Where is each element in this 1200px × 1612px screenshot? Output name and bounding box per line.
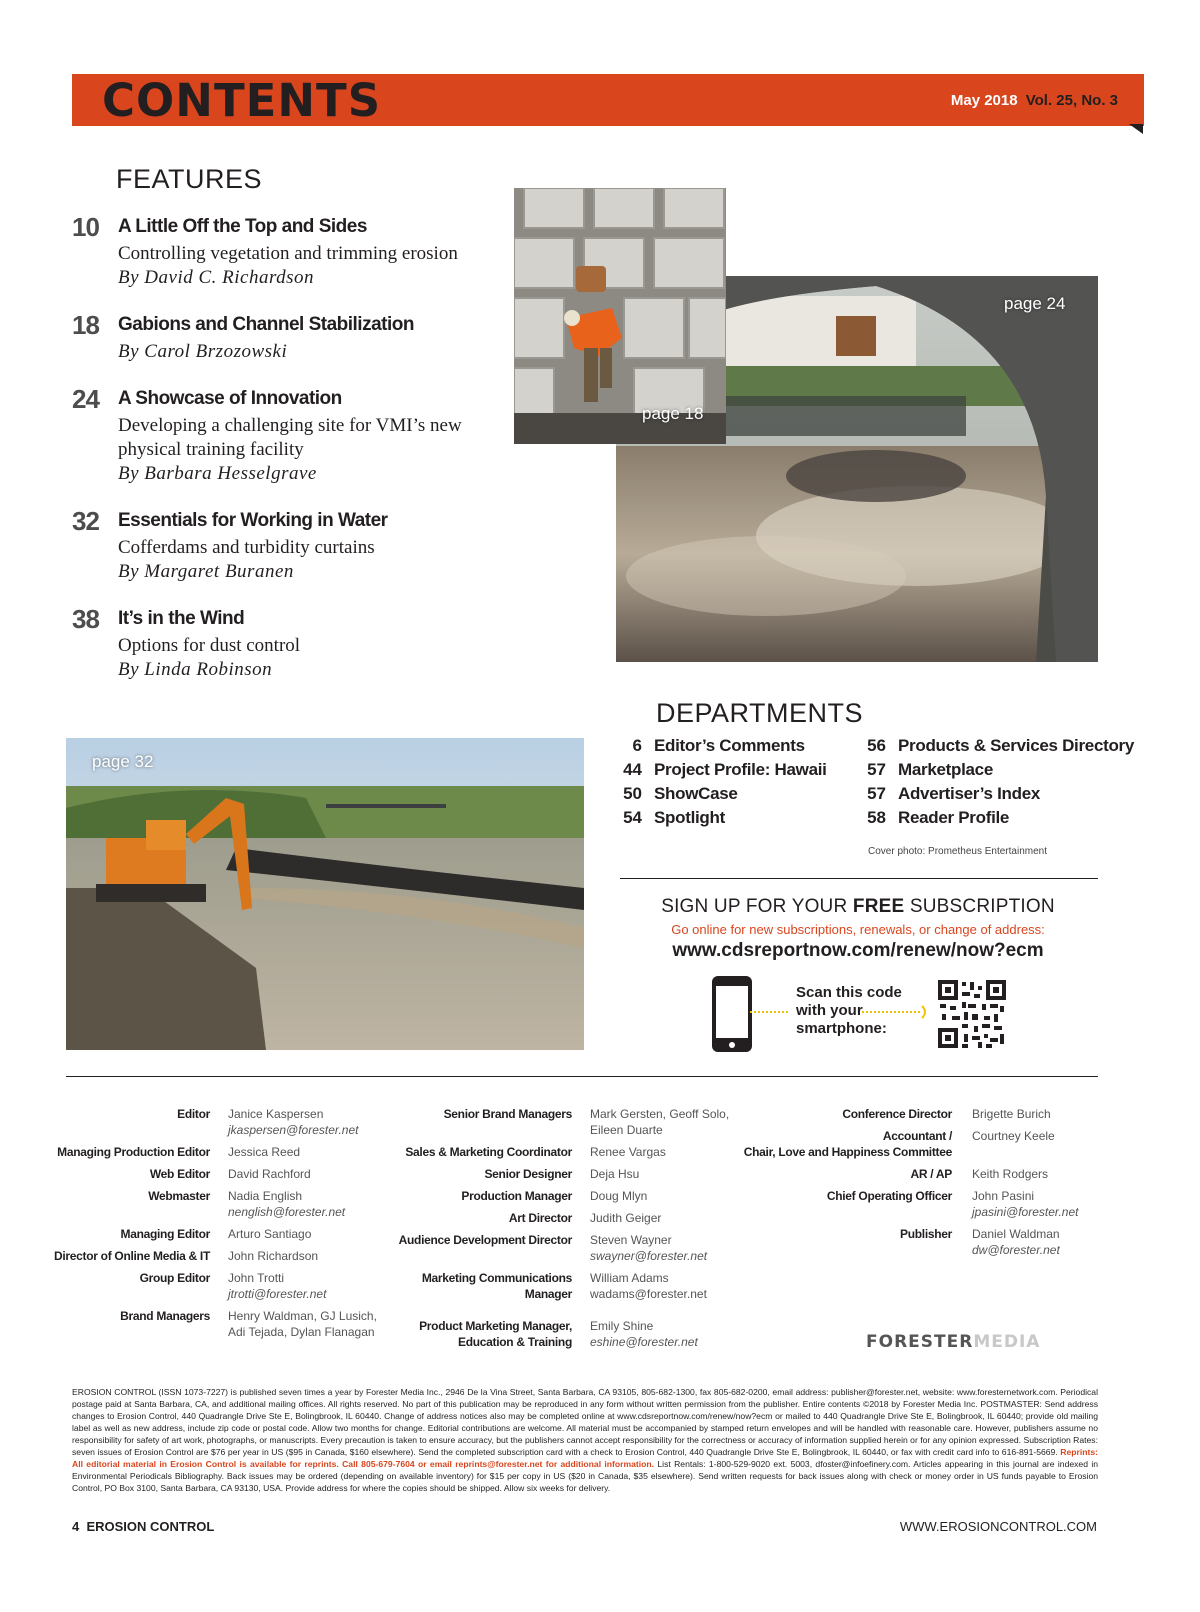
masthead-name-line: John Pasini bbox=[972, 1189, 1035, 1203]
masthead-role-line: Manager bbox=[524, 1287, 572, 1301]
photo-page-18[interactable] bbox=[514, 188, 726, 444]
feature-page-number: 24 bbox=[72, 384, 99, 414]
masthead-role-line: Accountant / bbox=[882, 1129, 952, 1143]
masthead-email[interactable]: nenglish@forester.net bbox=[228, 1205, 346, 1219]
publication-legal-notice bbox=[72, 1386, 1098, 1494]
feature-author: By Linda Robinson bbox=[118, 659, 273, 680]
masthead-name: Arturo Santiago bbox=[228, 1227, 312, 1241]
masthead-name bbox=[228, 1270, 326, 1302]
department-page-number: 57 bbox=[867, 760, 886, 779]
subscription-instructions: Go online for new subscriptions, renewals, or change of address: bbox=[671, 922, 1045, 937]
masthead-name: Deja Hsu bbox=[590, 1167, 640, 1181]
masthead-role: AR / AP bbox=[910, 1167, 952, 1181]
divider bbox=[620, 878, 1098, 879]
feature-description-line: Developing a challenging site for VMI’s new bbox=[118, 415, 462, 436]
department-page-number: 54 bbox=[623, 808, 642, 827]
department-page-number: 50 bbox=[623, 784, 642, 803]
subscription-title bbox=[620, 896, 1096, 918]
masthead-name-line: Nadia English bbox=[228, 1189, 303, 1203]
masthead-role bbox=[380, 1318, 572, 1350]
issue-volume: Vol. 25, No. 3 bbox=[1025, 92, 1118, 109]
department-label[interactable]: Editor’s Comments bbox=[654, 736, 805, 755]
feature-title[interactable]: A Little Off the Top and Sides bbox=[118, 216, 367, 237]
masthead-name-line: Emily Shine bbox=[590, 1319, 654, 1333]
feature-page-number: 10 bbox=[72, 212, 99, 242]
masthead-role-line: Chair, Love and Happiness Committee bbox=[743, 1145, 952, 1159]
masthead-name bbox=[590, 1106, 729, 1138]
subscription-url-link[interactable]: www.cdsreportnow.com/renew/now?ecm bbox=[672, 940, 1044, 961]
masthead-role bbox=[380, 1270, 572, 1302]
department-label[interactable]: ShowCase bbox=[654, 784, 738, 803]
masthead-email[interactable]: swayner@forester.net bbox=[590, 1249, 708, 1263]
masthead-column-3 bbox=[740, 1106, 1140, 1266]
department-page-number: 58 bbox=[867, 808, 886, 827]
subscription-title-free: FREE bbox=[852, 896, 905, 917]
photo-page-label: page 24 bbox=[1004, 294, 1066, 313]
scan-line: Scan this code bbox=[796, 984, 902, 1001]
feature-title[interactable]: It’s in the Wind bbox=[118, 608, 245, 629]
masthead-role: Audience Development Director bbox=[398, 1233, 572, 1247]
masthead-name bbox=[228, 1188, 345, 1220]
feature-description-line: Cofferdams and turbidity curtains bbox=[118, 537, 375, 558]
feature-author: By Barbara Hesselgrave bbox=[118, 463, 317, 484]
department-label[interactable]: Products & Services Directory bbox=[898, 736, 1135, 755]
contents-banner bbox=[72, 74, 1144, 126]
masthead-email[interactable]: eshine@forester.net bbox=[590, 1335, 698, 1349]
masthead-role: Webmaster bbox=[148, 1189, 210, 1203]
masthead-role: Sales & Marketing Coordinator bbox=[405, 1145, 572, 1159]
feature-author: By Margaret Buranen bbox=[118, 561, 294, 582]
photo-page-32[interactable] bbox=[66, 738, 584, 1050]
masthead-role: Brand Managers bbox=[120, 1309, 210, 1323]
feature-title[interactable]: Gabions and Channel Stabilization bbox=[118, 314, 414, 335]
dotted-arrow-right-icon bbox=[862, 1004, 930, 1020]
magazine-name: EROSION CONTROL bbox=[86, 1519, 215, 1534]
feature-item[interactable] bbox=[72, 212, 512, 298]
department-page-number: 57 bbox=[867, 784, 886, 803]
legal-text: List Rentals: 1-800-529-9020 ext. 5003, dfoster@infoefinery.com. Articles appearing in this journal are indexed in Environmental Periodicals Bibliography. Back issues may be ordered (depending on available inventory) for $15 per copy in US ($20 in Canada, $35 elsewhere). Send written requests for back issues along with check or money order in US funds payable to Erosion Control, PO Box 3100, Santa Barbara, CA 93130, USA. Provide address for where the copies should be shipped. Allow six weeks for delivery. bbox=[72, 1459, 1099, 1493]
department-page-number: 44 bbox=[623, 760, 642, 779]
footer-website-link[interactable]: WWW.EROSIONCONTROL.COM bbox=[899, 1519, 1097, 1534]
subscription-title-post: SUBSCRIPTION bbox=[904, 896, 1055, 917]
masthead-name-line: Eileen Duarte bbox=[590, 1123, 663, 1137]
page-title: CONTENTS bbox=[102, 74, 382, 127]
banner-tail-decoration bbox=[1129, 124, 1143, 134]
masthead-role-line: Marketing Communications bbox=[421, 1271, 572, 1285]
departments-list-left bbox=[612, 736, 852, 836]
masthead-role: Chief Operating Officer bbox=[826, 1189, 952, 1203]
feature-description bbox=[118, 414, 462, 486]
masthead-name: Doug Mlyn bbox=[590, 1189, 648, 1203]
masthead-name bbox=[972, 1226, 1060, 1258]
feature-item[interactable] bbox=[72, 310, 512, 370]
masthead-name bbox=[590, 1232, 707, 1264]
logo-part-media: MEDIA bbox=[973, 1332, 1041, 1352]
masthead-role: Publisher bbox=[900, 1227, 952, 1241]
department-label[interactable]: Project Profile: Hawaii bbox=[654, 760, 827, 779]
masthead-column-2 bbox=[380, 1106, 780, 1366]
masthead-name: David Rachford bbox=[228, 1167, 311, 1181]
footer-page-info bbox=[72, 1519, 214, 1534]
masthead-role bbox=[740, 1128, 952, 1160]
feature-description-line: physical training facility bbox=[118, 439, 304, 460]
department-label[interactable]: Advertiser’s Index bbox=[898, 784, 1040, 803]
photo-page-label: page 18 bbox=[642, 404, 704, 423]
excavator-river-image bbox=[66, 738, 584, 1050]
masthead-name bbox=[228, 1106, 358, 1138]
feature-description bbox=[118, 340, 287, 364]
masthead-column-1 bbox=[0, 1106, 400, 1366]
masthead-email[interactable]: jtrotti@forester.net bbox=[228, 1287, 327, 1301]
page-number: 4 bbox=[72, 1519, 80, 1534]
masthead-role: Managing Production Editor bbox=[57, 1145, 210, 1159]
feature-item[interactable] bbox=[72, 506, 512, 592]
masthead-email[interactable]: dw@forester.net bbox=[972, 1243, 1060, 1257]
feature-author: By Carol Brzozowski bbox=[118, 341, 288, 362]
masthead-name bbox=[972, 1188, 1078, 1220]
feature-author: By David C. Richardson bbox=[118, 267, 315, 288]
feature-page-number: 18 bbox=[72, 310, 99, 340]
department-label[interactable]: Reader Profile bbox=[898, 808, 1010, 827]
logo-part-forester: FORESTER bbox=[866, 1332, 974, 1352]
legal-text: EROSION CONTROL (ISSN 1073-7227) is published seven times a year by Forester Media Inc., 2946 De la Vina Street, Santa Barbara, CA 93105, 805-682-1300, fax 805-682-0200, email address: publisher@forester.net, website: www.foresternetwork.com. Periodical postage paid at Santa Barbara, CA, and additional mailing offices. All rights reserved. No part of this publication may be reproduced in any form without written permission from the publisher. Entire contents ©2018 by Forester Media Inc. POSTMASTER: Send address changes to Erosion Control, 440 Quadrangle Drive Ste E, Bolingbrook, IL 60440. Change of address notices also may be completed online at www.cdsreportnow.com/renew/now?ecm or mailed to 440 Quadrangle Drive Ste E, Bolingbrook, IL 60440; provide old mailing label as well as new address, include zip code or postal code. Allow two months for change. Editorial contributions are welcome. All material must be accompanied by stamped return envelopes and will be handled with reasonable care. However, publishers assume no responsibility for safety of art work, photographs, or manuscripts. Every precaution is taken to ensure accuracy, but the publishers cannot accept responsibility for the correctness or accuracy of information supplied herein or for any opinion expressed. Subscription Rates: seven issues of Erosion Control are $76 per year in US ($95 in Canada, $160 elsewhere). Send the completed subscription card with a check to Erosion Control, 440 Quadrangle Drive Ste E, Bolingbrook, IL 60440, or fax with credit card info to 616-891-5669. bbox=[72, 1387, 1098, 1457]
departments-heading: DEPARTMENTS bbox=[656, 698, 864, 728]
dotted-arrow-left-icon bbox=[750, 1004, 790, 1020]
masthead-role: Production Manager bbox=[461, 1189, 572, 1203]
masthead-name: Jessica Reed bbox=[228, 1145, 301, 1159]
feature-title[interactable]: Essentials for Working in Water bbox=[118, 510, 388, 531]
scan-line: with your bbox=[796, 1002, 863, 1019]
feature-page-number: 38 bbox=[72, 604, 99, 634]
department-label[interactable]: Spotlight bbox=[654, 808, 725, 827]
masthead-role-line: Education & Training bbox=[457, 1335, 572, 1349]
masthead-email[interactable]: jkaspersen@forester.net bbox=[228, 1123, 359, 1137]
issue-info bbox=[951, 92, 1118, 109]
masthead-role: Art Director bbox=[508, 1211, 572, 1225]
masthead-name-line[interactable]: wadams@forester.net bbox=[590, 1287, 707, 1301]
masthead-name: Courtney Keele bbox=[972, 1129, 1055, 1143]
reprints-notice: Reprints: All editorial material in Erosion Control is available for reprints. Call 805-679-7604 or email reprints@forester.net for additional information. bbox=[72, 1447, 1098, 1469]
feature-item[interactable] bbox=[72, 604, 512, 690]
feature-description-line: Options for dust control bbox=[118, 635, 301, 656]
masthead-name-line: William Adams bbox=[590, 1271, 669, 1285]
masthead-name: Keith Rodgers bbox=[972, 1167, 1049, 1181]
scan-line: smartphone: bbox=[796, 1020, 887, 1037]
masthead-role: Group Editor bbox=[139, 1271, 210, 1285]
feature-item[interactable] bbox=[72, 384, 512, 494]
departments-list-right bbox=[856, 736, 1135, 836]
photo-page-label: page 32 bbox=[92, 752, 154, 771]
masthead-name-line: Adi Tejada, Dylan Flanagan bbox=[228, 1325, 375, 1339]
masthead-role: Conference Director bbox=[842, 1107, 952, 1121]
masthead-name bbox=[228, 1308, 377, 1340]
masthead-role: Web Editor bbox=[149, 1167, 210, 1181]
feature-page-number: 32 bbox=[72, 506, 99, 536]
subscription-title-pre: SIGN UP FOR YOUR bbox=[661, 896, 853, 917]
divider bbox=[66, 1076, 1098, 1077]
masthead-name-line: Steven Wayner bbox=[590, 1233, 672, 1247]
feature-description bbox=[118, 242, 458, 290]
masthead-name bbox=[590, 1270, 707, 1302]
masthead-role: Director of Online Media & IT bbox=[54, 1249, 210, 1263]
masthead-name-line: Daniel Waldman bbox=[972, 1227, 1060, 1241]
masthead-role: Senior Designer bbox=[484, 1167, 572, 1181]
masthead-name-line: Henry Waldman, GJ Lusich, bbox=[228, 1309, 377, 1323]
masthead-name: Brigette Burich bbox=[972, 1107, 1051, 1121]
feature-title[interactable]: A Showcase of Innovation bbox=[118, 388, 342, 409]
features-heading: FEATURES bbox=[116, 164, 263, 194]
forester-media-logo bbox=[866, 1332, 1040, 1352]
cover-photo-credit: Cover photo: Prometheus Entertainment bbox=[868, 846, 1047, 857]
qr-code-icon[interactable] bbox=[938, 980, 1006, 1048]
masthead-name: Renee Vargas bbox=[590, 1145, 666, 1159]
masthead-name: Judith Geiger bbox=[590, 1211, 662, 1225]
masthead-name-line: Janice Kaspersen bbox=[228, 1107, 324, 1121]
department-page-number: 6 bbox=[632, 736, 642, 755]
masthead-role: Senior Brand Managers bbox=[443, 1107, 572, 1121]
masthead-email[interactable]: jpasini@forester.net bbox=[972, 1205, 1079, 1219]
department-label[interactable]: Marketplace bbox=[898, 760, 993, 779]
feature-description bbox=[118, 536, 375, 584]
masthead-name bbox=[590, 1318, 698, 1350]
feature-description bbox=[118, 634, 300, 682]
masthead-name-line: John Trotti bbox=[228, 1271, 285, 1285]
department-page-number: 56 bbox=[867, 736, 886, 755]
issue-date: May 2018 bbox=[950, 92, 1018, 109]
masthead-role-line: Product Marketing Manager, bbox=[419, 1319, 572, 1333]
feature-description-line: Controlling vegetation and trimming erosion bbox=[118, 243, 458, 264]
masthead-role: Editor bbox=[177, 1107, 210, 1121]
masthead-role: Managing Editor bbox=[120, 1227, 210, 1241]
masthead-name-line: Mark Gersten, Geoff Solo, bbox=[590, 1107, 730, 1121]
masthead-name: John Richardson bbox=[228, 1249, 319, 1263]
